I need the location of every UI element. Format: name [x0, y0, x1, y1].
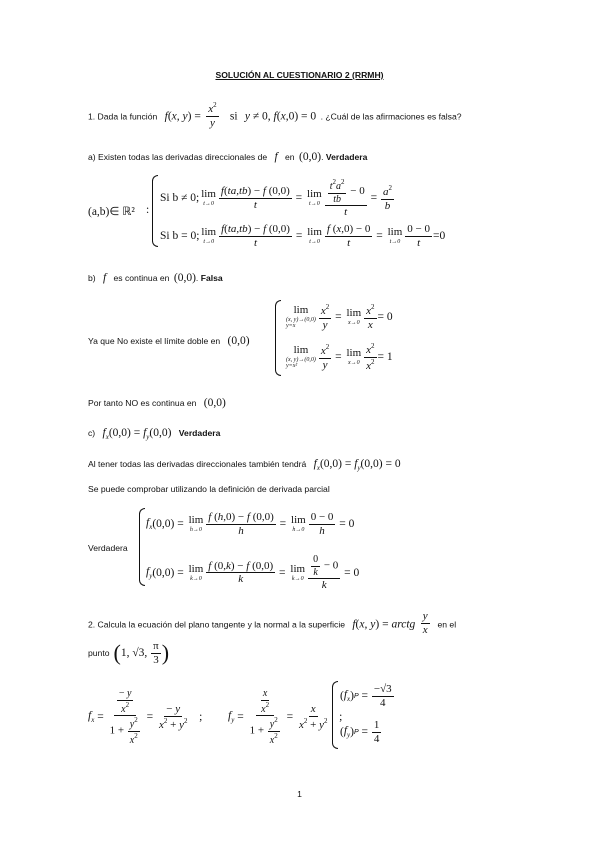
brace [275, 300, 281, 376]
limit-reason-text: Ya que No existe el límite doble en [88, 336, 221, 346]
fy-at-p: ( $f_y$ ) P = $\frac{1}{4}$ [340, 719, 380, 745]
partial-y: $f_y$ (0,0) = lim k→0 $\frac{f (0,k) - f (0,0)}{k}$ = lim k→0 $\frac{0}{k}$ − 0 k = 0 [146, 554, 360, 591]
conclusion-b-text: Por tanto NO es continua en [88, 398, 197, 408]
limit-path-2: lim (x, y)→(0,0) y=x² $\frac{x^2}{y}$ = lim x→0 $\frac{x^2}{x^2}$ = 1 [286, 342, 393, 372]
limit-value-2: = 1 [377, 351, 393, 364]
limit-value-1: = 0 [377, 311, 393, 324]
c-side-label: Verdadera [88, 543, 128, 553]
set-notation: (a,b)∈ ℝ² [88, 206, 135, 218]
limit-reason: Ya que No existe el límite doble en (0,0) [88, 335, 250, 347]
option-a-verdict: Verdadera [325, 152, 368, 162]
question-1-prefix: 1. Dada la función [88, 111, 158, 122]
conclusion-b: Por tanto NO es continua en (0,0) [88, 397, 226, 409]
c-explanation-text: Al tener todas las derivadas direccionales también tendrá [88, 459, 307, 469]
question-2-text: 2. Calcula la ecuación del plano tangente y la normal a la superficie [88, 619, 346, 630]
c-explanation: Al tener todas las derivadas direccionales también tendrá $f_x(0,0) = f_y(0,0) = 0$ [88, 458, 401, 472]
case-1: Si b ≠ 0; lim t→0 $\frac{f(ta,tb) - f (0,0)}{t}$ = lim t→0 $\frac{t^2a^2}{tb}$ − 0 t = $\frac{a^2}{b}$ [160, 178, 392, 218]
option-a: a) Existen todas las derivadas direccionales de f en (0,0). Verdadera [88, 151, 368, 163]
cond-si: si [229, 110, 238, 123]
option-c: c) $f_x(0,0) = f_y(0,0)$ Verdadera [88, 427, 221, 441]
option-a-label: a) Existen todas las derivadas direccionales de [88, 152, 268, 162]
option-b-verdict: Falsa [200, 273, 223, 283]
point: punto ( 1, √3, $\frac{\pi}{3}$ ) [88, 640, 170, 666]
question-1-suffix: . ¿Cuál de las afirmaciones es falsa? [320, 111, 462, 122]
point-label: punto [88, 648, 110, 659]
option-c-verdict: Verdadera [178, 428, 221, 438]
option-a-en: en [285, 152, 295, 162]
question-2-suffix: en el [437, 619, 457, 630]
page-number: 1 [297, 789, 302, 799]
fx-at-p: ( $f_x$ ) P = $\frac{-√3}{4}$ [340, 683, 392, 709]
c-definition-note: Se puede comprobar utilizando la definición de derivada parcial [88, 484, 330, 494]
option-b: b) f es continua en (0,0). Falsa [88, 272, 223, 284]
option-a-point: (0,0) [299, 151, 322, 163]
question-1: 1. Dada la función f(x, y) = $\frac{x^2}{y}$ si y ≠ 0, f(x,0) = 0 . ¿Cuál de las afirmaciones es falsa? [88, 101, 462, 129]
option-b-text: es continua en [113, 273, 170, 283]
brace [332, 681, 338, 749]
option-b-point: (0,0) [173, 272, 196, 284]
limit-path-1: lim (x, y)→(0,0) y=x $\frac{x^2}{y}$ = lim x→0 $\frac{x^2}{x}$ = 0 [286, 303, 393, 331]
option-c-label: c) [88, 428, 96, 438]
fraction: $\frac{x^2}{y}$ [208, 101, 217, 129]
case-2-prefix: Si b = 0; [160, 230, 200, 243]
option-b-label: b) [88, 273, 96, 283]
partial-x: $f_x$ (0,0) = lim h→0 $\frac{f (h,0) - f (0,0)}{h}$ = lim h→0 $\frac{0 - 0}{h}$ = 0 [146, 511, 355, 537]
partial-fx: $f_x$ = $\frac{- y}{x^2}$ 1 + $\frac{y^2}{x^2}$ = $\frac{- y}{x^2 + y^2}$ ; [88, 688, 203, 746]
page-title: SOLUCIÓN AL CUESTIONARIO 2 (RRMH) [215, 70, 384, 80]
question-2: 2. Calcula la ecuación del plano tangente y la normal a la superficie f(x, y) = arctg $\frac{y}{x}$ en el [88, 610, 457, 636]
partial-fy: $f_y$ = $\frac{x}{x^2}$ 1 + $\frac{y^2}{x^2}$ = $\frac{x}{x^2 + y^2}$ ; [228, 688, 343, 746]
case-1-prefix: Si b ≠ 0; [160, 192, 200, 205]
brace [152, 175, 158, 247]
case-2: Si b = 0; lim t→0 $\frac{f(ta,tb) - f (0,0)}{t}$ = lim t→0 $\frac{f (x,0) - 0}{t}$ = lim t→0 $\frac{0 - 0}{t}$ =0 [160, 223, 446, 249]
brace [139, 508, 145, 586]
